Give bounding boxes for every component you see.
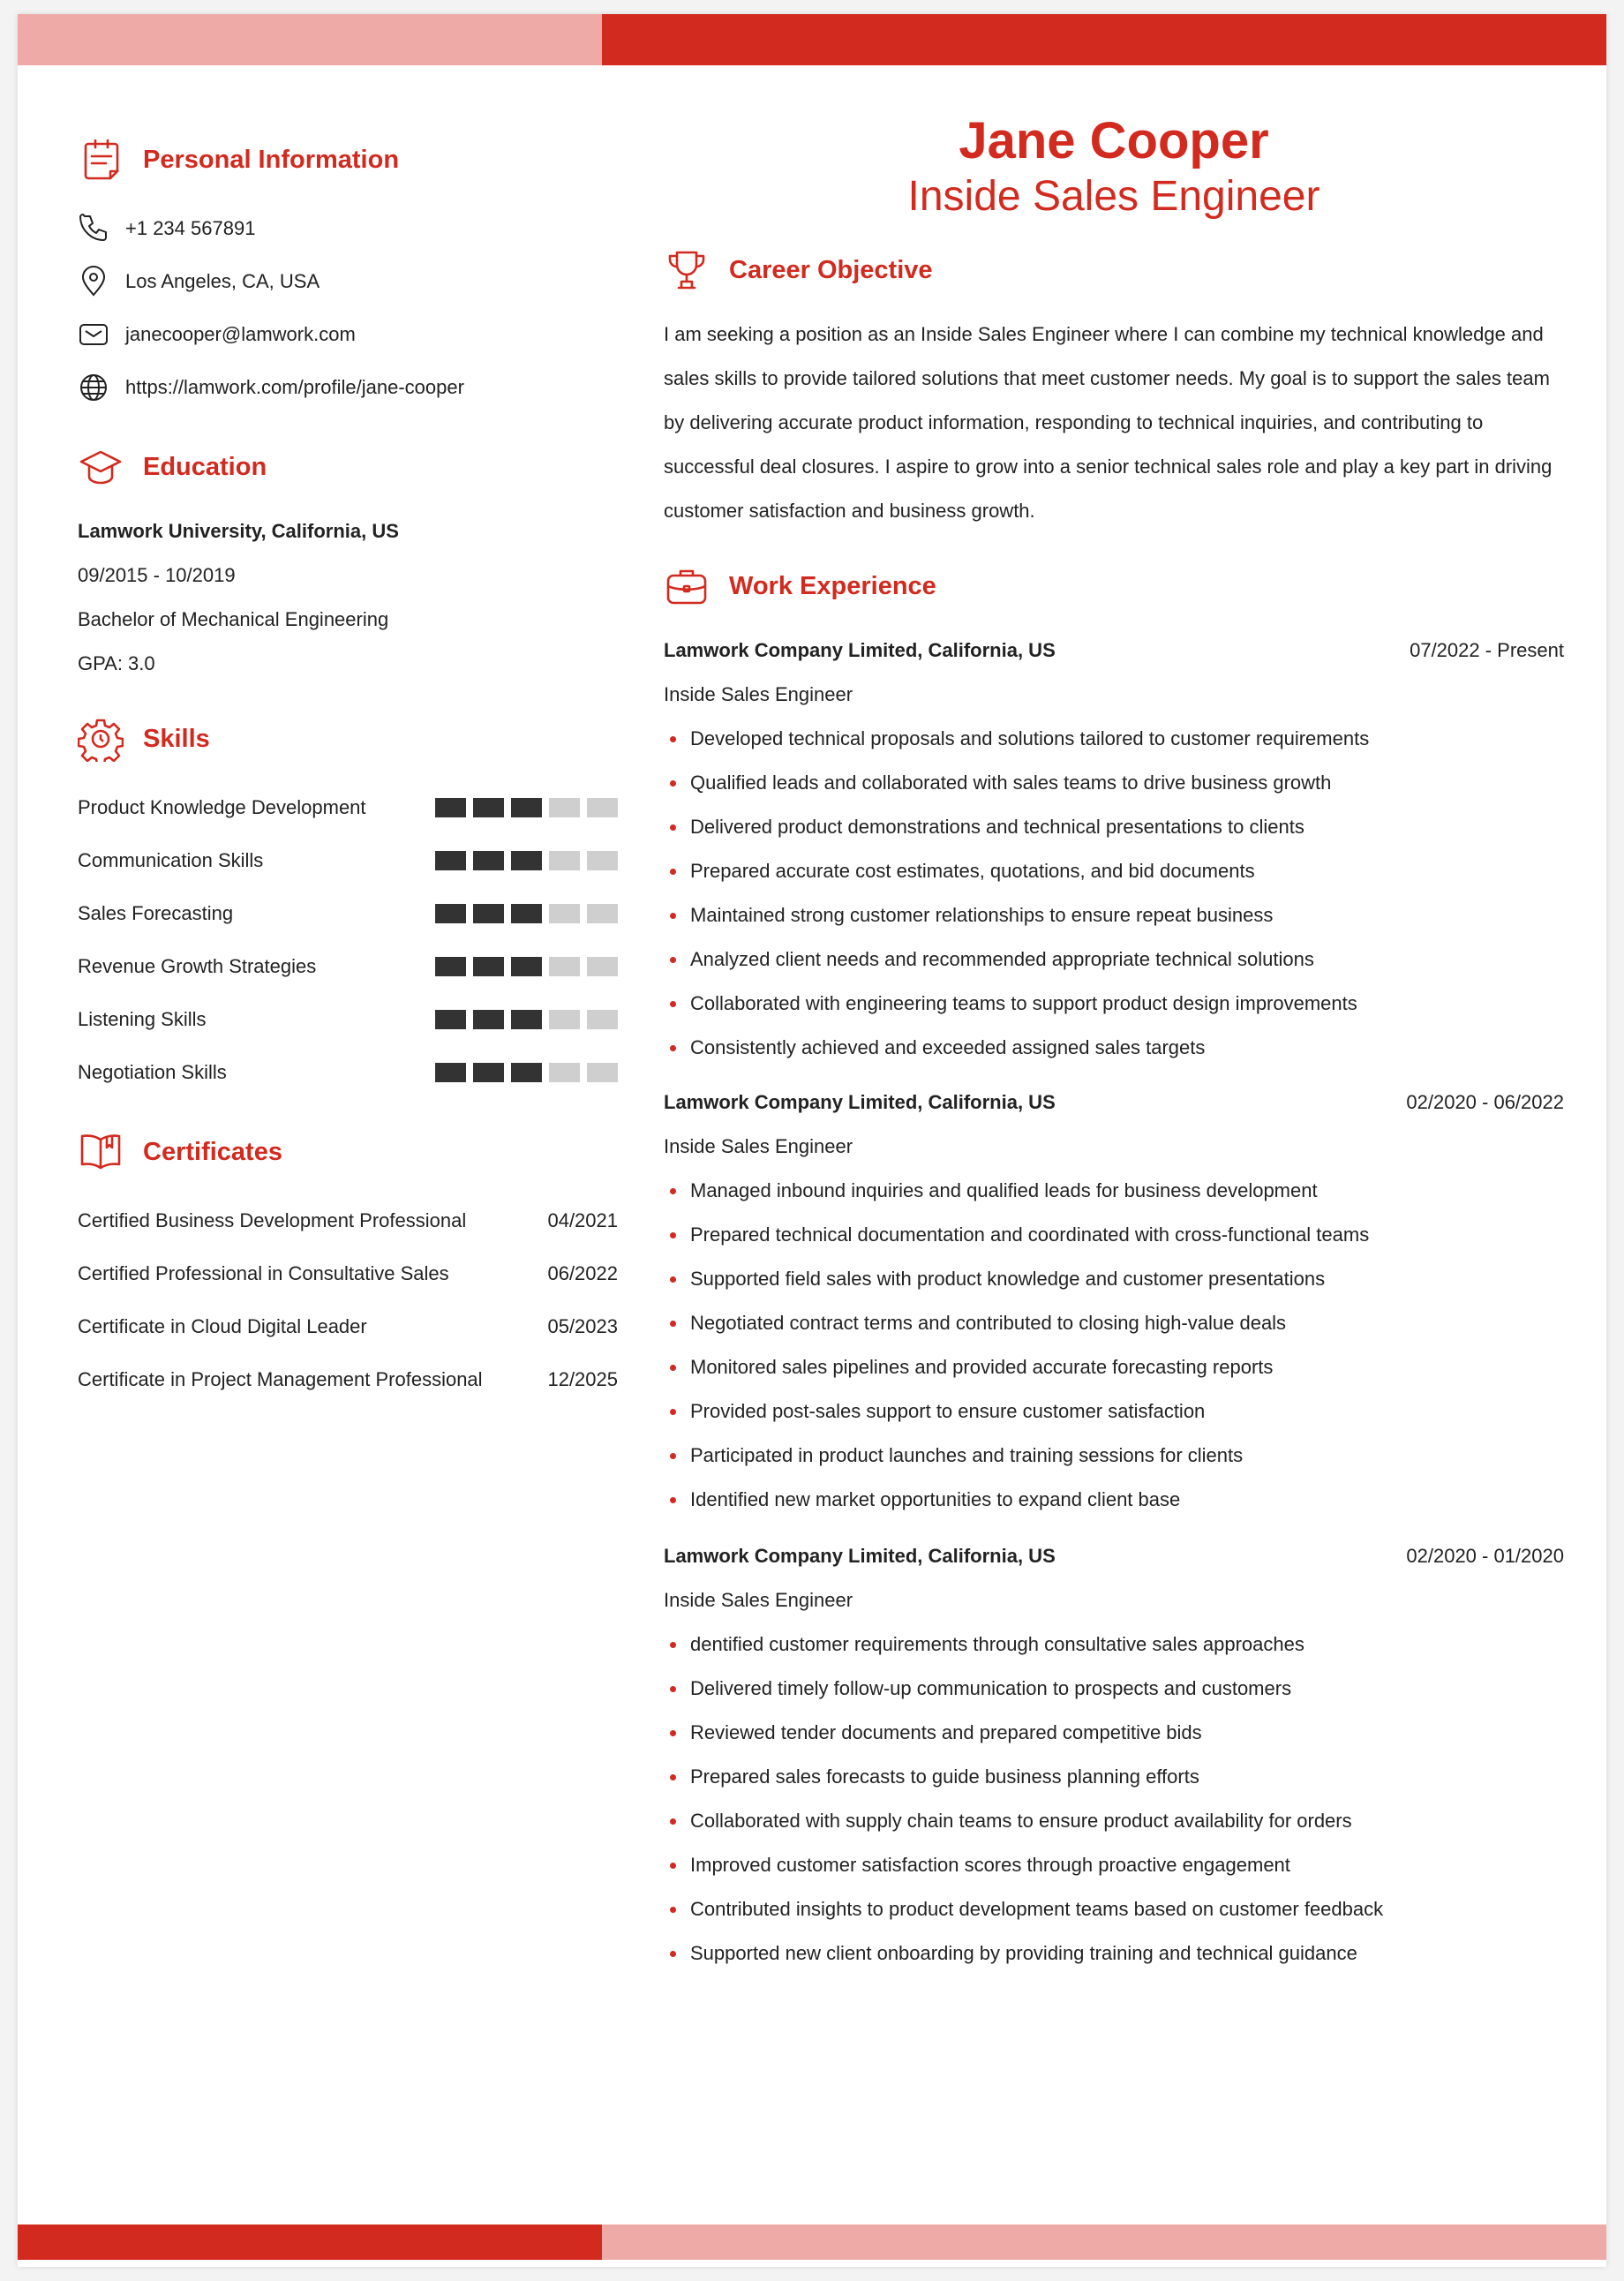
certificate-name: Certified Professional in Consultative Sales xyxy=(78,1262,449,1284)
job-position: Inside Sales Engineer xyxy=(664,1589,853,1611)
skill-name: Negotiation Skills xyxy=(78,1061,227,1083)
objective-line: successful deal closures. I aspire to grow into a senior technical sales role and play a key part in driving xyxy=(664,455,1553,478)
job-bullet: Delivered timely follow-up communication to prospects and customers xyxy=(664,1667,1564,1711)
skill-level-segment xyxy=(511,851,542,870)
certificate-name: Certified Business Development Professional xyxy=(78,1209,467,1231)
certificate-date: 12/2025 xyxy=(547,1368,618,1390)
contact-email xyxy=(78,308,618,361)
job-bullet: Analyzed client needs and recommended appropriate technical solutions xyxy=(664,937,1564,982)
skill-level xyxy=(435,1010,618,1029)
job-bullet: Qualified leads and collaborated with sales teams to drive business growth xyxy=(664,761,1564,805)
skill-level-segment xyxy=(549,1063,580,1082)
education-dates: 09/2015 - 10/2019 xyxy=(78,564,236,586)
skills-header xyxy=(78,712,618,765)
skill-level-segment xyxy=(587,851,618,870)
objective-text xyxy=(664,312,1564,533)
job-header xyxy=(664,629,1564,673)
candidate-name: Jane Cooper xyxy=(959,112,1269,169)
skill-row xyxy=(78,834,618,887)
skill-level xyxy=(435,904,618,923)
objective-line: I am seeking a position as an Inside Sales Engineer where I can combine my technical knowledge and xyxy=(664,323,1544,345)
skill-level-segment xyxy=(435,957,466,976)
job-bullet: Prepared sales forecasts to guide business planning efforts xyxy=(664,1755,1564,1799)
job-bullet: Maintained strong customer relationships to ensure repeat business xyxy=(664,893,1564,937)
job-bullet: Collaborated with engineering teams to support product design improvements xyxy=(664,982,1564,1026)
job-bullet: Consistently achieved and exceeded assigned sales targets xyxy=(664,1026,1564,1070)
job-bullet: Reviewed tender documents and prepared competitive bids xyxy=(664,1711,1564,1755)
website-text[interactable]: https://lamwork.com/profile/jane-cooper xyxy=(125,376,464,398)
job-company: Lamwork Company Limited, California, US xyxy=(664,1091,1056,1113)
certificates-title: Certificates xyxy=(143,1137,282,1166)
certificate-row xyxy=(78,1300,618,1353)
skill-level-segment xyxy=(435,798,466,817)
skill-row xyxy=(78,887,618,940)
objective-line: customer satisfaction and business growth. xyxy=(664,500,1035,522)
job-company: Lamwork Company Limited, California, US xyxy=(664,639,1056,661)
education-degree: Bachelor of Mechanical Engineering xyxy=(78,608,389,630)
personal-info-header xyxy=(78,133,618,186)
skill-level-segment xyxy=(473,904,504,923)
job-position: Inside Sales Engineer xyxy=(664,683,853,705)
skill-row xyxy=(78,940,618,993)
objective-title: Career Objective xyxy=(729,255,933,284)
job-entry xyxy=(664,1080,1564,1522)
globe-icon xyxy=(78,372,109,403)
skill-row xyxy=(78,781,618,834)
skill-level-segment xyxy=(511,957,542,976)
skill-level-segment xyxy=(549,1010,580,1029)
job-bullet: Developed technical proposals and solutions tailored to customer requirements xyxy=(664,717,1564,761)
skill-name: Listening Skills xyxy=(78,1008,207,1030)
objective-line: sales skills to provide tailored solutions that meet customer needs. My goal is to support the sales team xyxy=(664,367,1550,389)
job-bullet: Participated in product launches and training sessions for clients xyxy=(664,1434,1564,1478)
job-entry xyxy=(664,629,1564,1070)
job-bullet: Supported field sales with product knowledge and customer presentations xyxy=(664,1257,1564,1301)
skill-level xyxy=(435,798,618,817)
education-school: Lamwork University, California, US xyxy=(78,520,399,542)
certificate-date: 05/2023 xyxy=(547,1315,618,1337)
candidate-role: Inside Sales Engineer xyxy=(907,173,1320,220)
skill-level-segment xyxy=(473,798,504,817)
location-pin-icon xyxy=(78,266,109,297)
job-company: Lamwork Company Limited, California, US xyxy=(664,1545,1056,1567)
job-bullet: dentified customer requirements through consultative sales approaches xyxy=(664,1622,1564,1667)
skill-name: Sales Forecasting xyxy=(78,902,234,924)
skills-list xyxy=(78,781,618,1099)
skill-row xyxy=(78,1046,618,1099)
job-entry xyxy=(664,1534,1564,1976)
skill-level-segment xyxy=(587,904,618,923)
job-bullet: Improved customer satisfaction scores through proactive engagement xyxy=(664,1843,1564,1887)
job-bullet: Provided post-sales support to ensure customer satisfaction xyxy=(664,1389,1564,1434)
left-column xyxy=(78,133,618,1406)
skill-level-segment xyxy=(511,1010,542,1029)
education-gpa: GPA: 3.0 xyxy=(78,652,155,674)
certificate-row xyxy=(78,1353,618,1406)
certificate-name: Certificate in Project Management Professional xyxy=(78,1368,483,1390)
email-icon xyxy=(78,319,109,350)
phone-text: +1 234 567891 xyxy=(125,217,256,239)
contact-phone xyxy=(78,202,618,255)
open-book-icon xyxy=(78,1129,124,1175)
work-header xyxy=(664,560,1564,613)
skill-level-segment xyxy=(473,957,504,976)
job-bullet: Delivered product demonstrations and technical presentations to clients xyxy=(664,805,1564,849)
contact-location xyxy=(78,255,618,308)
skill-level-segment xyxy=(511,904,542,923)
trophy-icon xyxy=(664,247,710,293)
job-dates: 02/2020 - 01/2020 xyxy=(1406,1545,1564,1567)
job-bullets xyxy=(664,717,1564,1070)
job-position: Inside Sales Engineer xyxy=(664,1135,853,1157)
objective-header xyxy=(664,244,1564,297)
job-header xyxy=(664,1080,1564,1125)
personal-info-title: Personal Information xyxy=(143,145,400,174)
education-header xyxy=(78,440,618,493)
skill-name: Revenue Growth Strategies xyxy=(78,955,317,977)
certificate-row xyxy=(78,1194,618,1247)
skill-level-segment xyxy=(511,1063,542,1082)
job-dates: 02/2020 - 06/2022 xyxy=(1406,1091,1564,1113)
skill-level-segment xyxy=(435,851,466,870)
job-bullet: Supported new client onboarding by providing training and technical guidance xyxy=(664,1931,1564,1976)
job-bullets xyxy=(664,1622,1564,1976)
certificate-name: Certificate in Cloud Digital Leader xyxy=(78,1315,367,1337)
skill-level xyxy=(435,957,618,976)
clipboard-icon xyxy=(78,137,124,183)
job-bullet: Contributed insights to product development teams based on customer feedback xyxy=(664,1887,1564,1931)
job-bullet: Prepared technical documentation and coordinated with cross-functional teams xyxy=(664,1213,1564,1257)
certificate-row xyxy=(78,1247,618,1300)
certificate-date: 04/2021 xyxy=(547,1209,618,1231)
skill-level-segment xyxy=(587,1010,618,1029)
job-dates: 07/2022 - Present xyxy=(1410,639,1564,661)
skills-title: Skills xyxy=(143,724,210,753)
job-bullets xyxy=(664,1169,1564,1522)
job-bullet: Monitored sales pipelines and provided accurate forecasting reports xyxy=(664,1345,1564,1389)
location-text: Los Angeles, CA, USA xyxy=(125,270,320,292)
skill-row xyxy=(78,993,618,1046)
skill-level-segment xyxy=(587,798,618,817)
job-bullet: Managed inbound inquiries and qualified leads for business development xyxy=(664,1169,1564,1213)
skill-level-segment xyxy=(435,1010,466,1029)
job-bullet: Negotiated contract terms and contributed to closing high-value deals xyxy=(664,1301,1564,1345)
work-title: Work Experience xyxy=(729,571,936,600)
top-bar-accent xyxy=(602,14,1606,65)
job-bullet: Prepared accurate cost estimates, quotations, and bid documents xyxy=(664,849,1564,893)
skill-name: Product Knowledge Development xyxy=(78,796,366,818)
skill-level-segment xyxy=(473,1010,504,1029)
certificate-date: 06/2022 xyxy=(547,1262,618,1284)
bottom-bar-accent xyxy=(18,2225,602,2260)
skill-level-segment xyxy=(549,957,580,976)
skill-level-segment xyxy=(587,957,618,976)
job-bullet: Identified new market opportunities to expand client base xyxy=(664,1478,1564,1522)
contact-website xyxy=(78,361,618,414)
skill-level xyxy=(435,851,618,870)
skill-level-segment xyxy=(435,904,466,923)
skill-name: Communication Skills xyxy=(78,849,264,871)
phone-icon xyxy=(78,213,109,245)
gear-icon xyxy=(78,716,124,762)
certificates-header xyxy=(78,1125,618,1178)
job-header xyxy=(664,1534,1564,1578)
skill-level-segment xyxy=(587,1063,618,1082)
skill-level-segment xyxy=(549,851,580,870)
job-bullet: Collaborated with supply chain teams to ensure product availability for orders xyxy=(664,1799,1564,1843)
objective-line: by delivering accurate product information, responding to technical inquiries, and contributing to xyxy=(664,411,1484,433)
skill-level-segment xyxy=(473,851,504,870)
right-column xyxy=(664,111,1564,1976)
education-title: Education xyxy=(143,452,267,481)
skill-level-segment xyxy=(511,798,542,817)
graduation-cap-icon xyxy=(78,444,124,490)
skill-level-segment xyxy=(549,798,580,817)
top-bar-light xyxy=(18,14,602,65)
skill-level-segment xyxy=(549,904,580,923)
skill-level-segment xyxy=(435,1063,466,1082)
bottom-bar-light xyxy=(602,2225,1606,2260)
skill-level xyxy=(435,1063,618,1082)
resume-page xyxy=(18,14,1606,2267)
skill-level-segment xyxy=(473,1063,504,1082)
email-text[interactable]: janecooper@lamwork.com xyxy=(125,323,356,345)
briefcase-icon xyxy=(664,563,710,609)
